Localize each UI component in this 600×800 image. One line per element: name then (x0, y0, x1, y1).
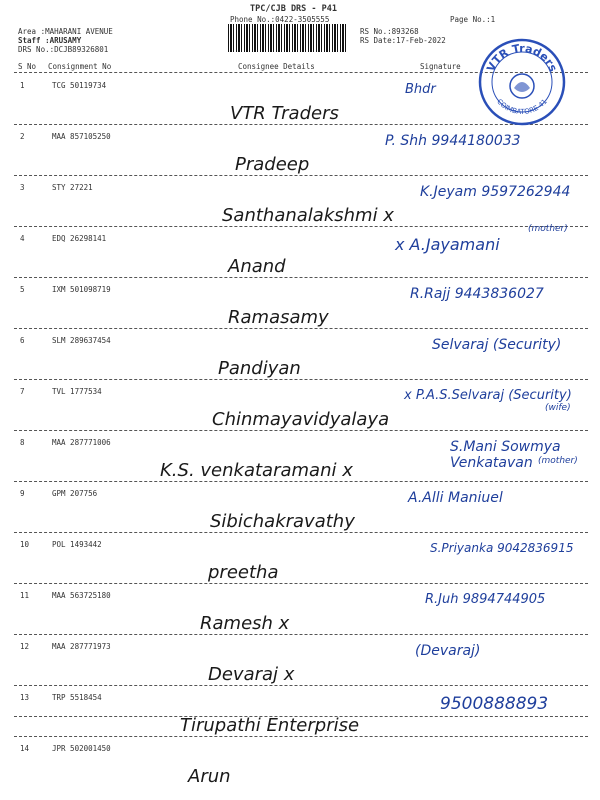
company-stamp (478, 38, 566, 126)
svg-text:COIMBATORE-41 (495, 98, 549, 116)
consignee-name: Arun (188, 766, 231, 787)
consignee-name: preetha (208, 562, 279, 583)
consignment-number: TCG 50119734 (52, 81, 107, 90)
consignee-name: Ramasamy (228, 307, 329, 328)
receiver-signature: P. Shh 9944180033 (385, 133, 521, 149)
area-label: Area :MAHARANI AVENUE (18, 27, 113, 36)
col-consignee: Consignee Details (238, 62, 315, 71)
receiver-signature: x A.Jayamani (395, 235, 500, 254)
rs-date: RS Date:17-Feb-2022 (360, 36, 446, 45)
receiver-signature: Bhdr (405, 82, 436, 97)
consignee-name: Pandiyan (218, 358, 301, 379)
phone-number: Phone No.:0422-3505555 (230, 15, 330, 24)
consignee-name: Pradeep (235, 154, 310, 175)
consignment-number: MAA 287771973 (52, 642, 111, 651)
row-number: 9 (20, 489, 25, 498)
consignment-number: IXM 501098719 (52, 285, 111, 294)
drs-number: DRS No.:DCJB89326801 (18, 45, 109, 54)
consignee-name: Chinmayavidyalaya (212, 409, 390, 430)
consignee-name: Ramesh x (200, 613, 290, 634)
col-consignment: Consignment No (48, 62, 112, 71)
staff-label: Staff :ARUSAMY (18, 36, 82, 45)
report-title: TPC/CJB DRS - P41 (250, 4, 337, 14)
row-divider (14, 226, 588, 227)
row-number: 12 (20, 642, 30, 651)
consignee-name: K.S. venkataramani x (160, 460, 353, 481)
consignment-number: MAA 563725180 (52, 591, 111, 600)
receiver-signature: 9500888893 (440, 694, 549, 714)
row-divider (14, 277, 588, 278)
consignment-number: TVL 1777534 (52, 387, 102, 396)
consignment-number: SLM 289637454 (52, 336, 111, 345)
consignment-number: POL 1493442 (52, 540, 102, 549)
col-signature: Signature (420, 62, 461, 71)
consignment-number: GPM 207756 (52, 489, 98, 498)
consignment-number: EDQ 26298141 (52, 234, 107, 243)
consignee-name: VTR Traders (230, 103, 339, 124)
receiver-signature: S.Mani Sowmya Venkatavan (450, 439, 561, 471)
note-mother: (mother) (528, 224, 568, 234)
row-number: 7 (20, 387, 25, 396)
consignment-number: MAA 857105250 (52, 132, 111, 141)
row-divider (14, 379, 588, 380)
row-number: 13 (20, 693, 30, 702)
receiver-signature: (Devaraj) (415, 643, 481, 659)
row-divider (14, 430, 588, 431)
rs-number: RS No.:893268 (360, 27, 419, 36)
consignment-number: STY 27221 (52, 183, 93, 192)
consignee-name: Sibichakravathy (210, 511, 355, 532)
consignee-name: Tirupathi Enterprise (180, 715, 360, 736)
row-number: 11 (20, 591, 30, 600)
svg-text:VTR Traders (484, 42, 560, 74)
receiver-signature: S.Priyanka 9042836915 (430, 541, 574, 555)
row-number: 4 (20, 234, 25, 243)
row-number: 6 (20, 336, 25, 345)
row-divider (14, 328, 588, 329)
row-divider (14, 634, 588, 635)
row-number: 1 (20, 81, 25, 90)
consignment-number: TRP 5518454 (52, 693, 102, 702)
row-divider (14, 481, 588, 482)
row-divider (14, 685, 588, 686)
page-number: Page No.:1 (450, 15, 496, 24)
row-divider (14, 736, 588, 737)
barcode-image (228, 24, 348, 52)
row-number: 8 (20, 438, 25, 447)
consignee-name: Devaraj x (208, 664, 295, 685)
table-bottom-divider (14, 716, 588, 717)
consignee-name: Anand (228, 256, 286, 277)
receiver-signature: x P.A.S.Selvaraj (Security) (404, 388, 572, 403)
receiver-signature: R.Juh 9894744905 (425, 592, 546, 607)
row-divider (14, 175, 588, 176)
stamp-bottom-text: COIMBATORE-41 (495, 97, 549, 117)
stamp-top-text: VTR Traders (484, 41, 560, 74)
row-number: 5 (20, 285, 25, 294)
row-number: 10 (20, 540, 30, 549)
receiver-signature: R.Rajj 9443836027 (410, 286, 544, 302)
row-divider (14, 583, 588, 584)
row-divider (14, 532, 588, 533)
receiver-signature: A.Alli Maniuel (408, 490, 503, 506)
consignee-name: Santhanalakshmi x (222, 205, 394, 226)
note-mother-2: (mother) (538, 456, 578, 466)
note-wife: (wife) (545, 403, 571, 413)
consignment-number: JPR 502001450 (52, 744, 111, 753)
row-number: 3 (20, 183, 25, 192)
row-number: 2 (20, 132, 25, 141)
col-sno: S No (18, 62, 37, 71)
receiver-signature: Selvaraj (Security) (432, 337, 562, 353)
consignment-number: MAA 287771006 (52, 438, 111, 447)
row-number: 14 (20, 744, 30, 753)
receiver-signature: K.Jeyam 9597262944 (420, 184, 571, 200)
